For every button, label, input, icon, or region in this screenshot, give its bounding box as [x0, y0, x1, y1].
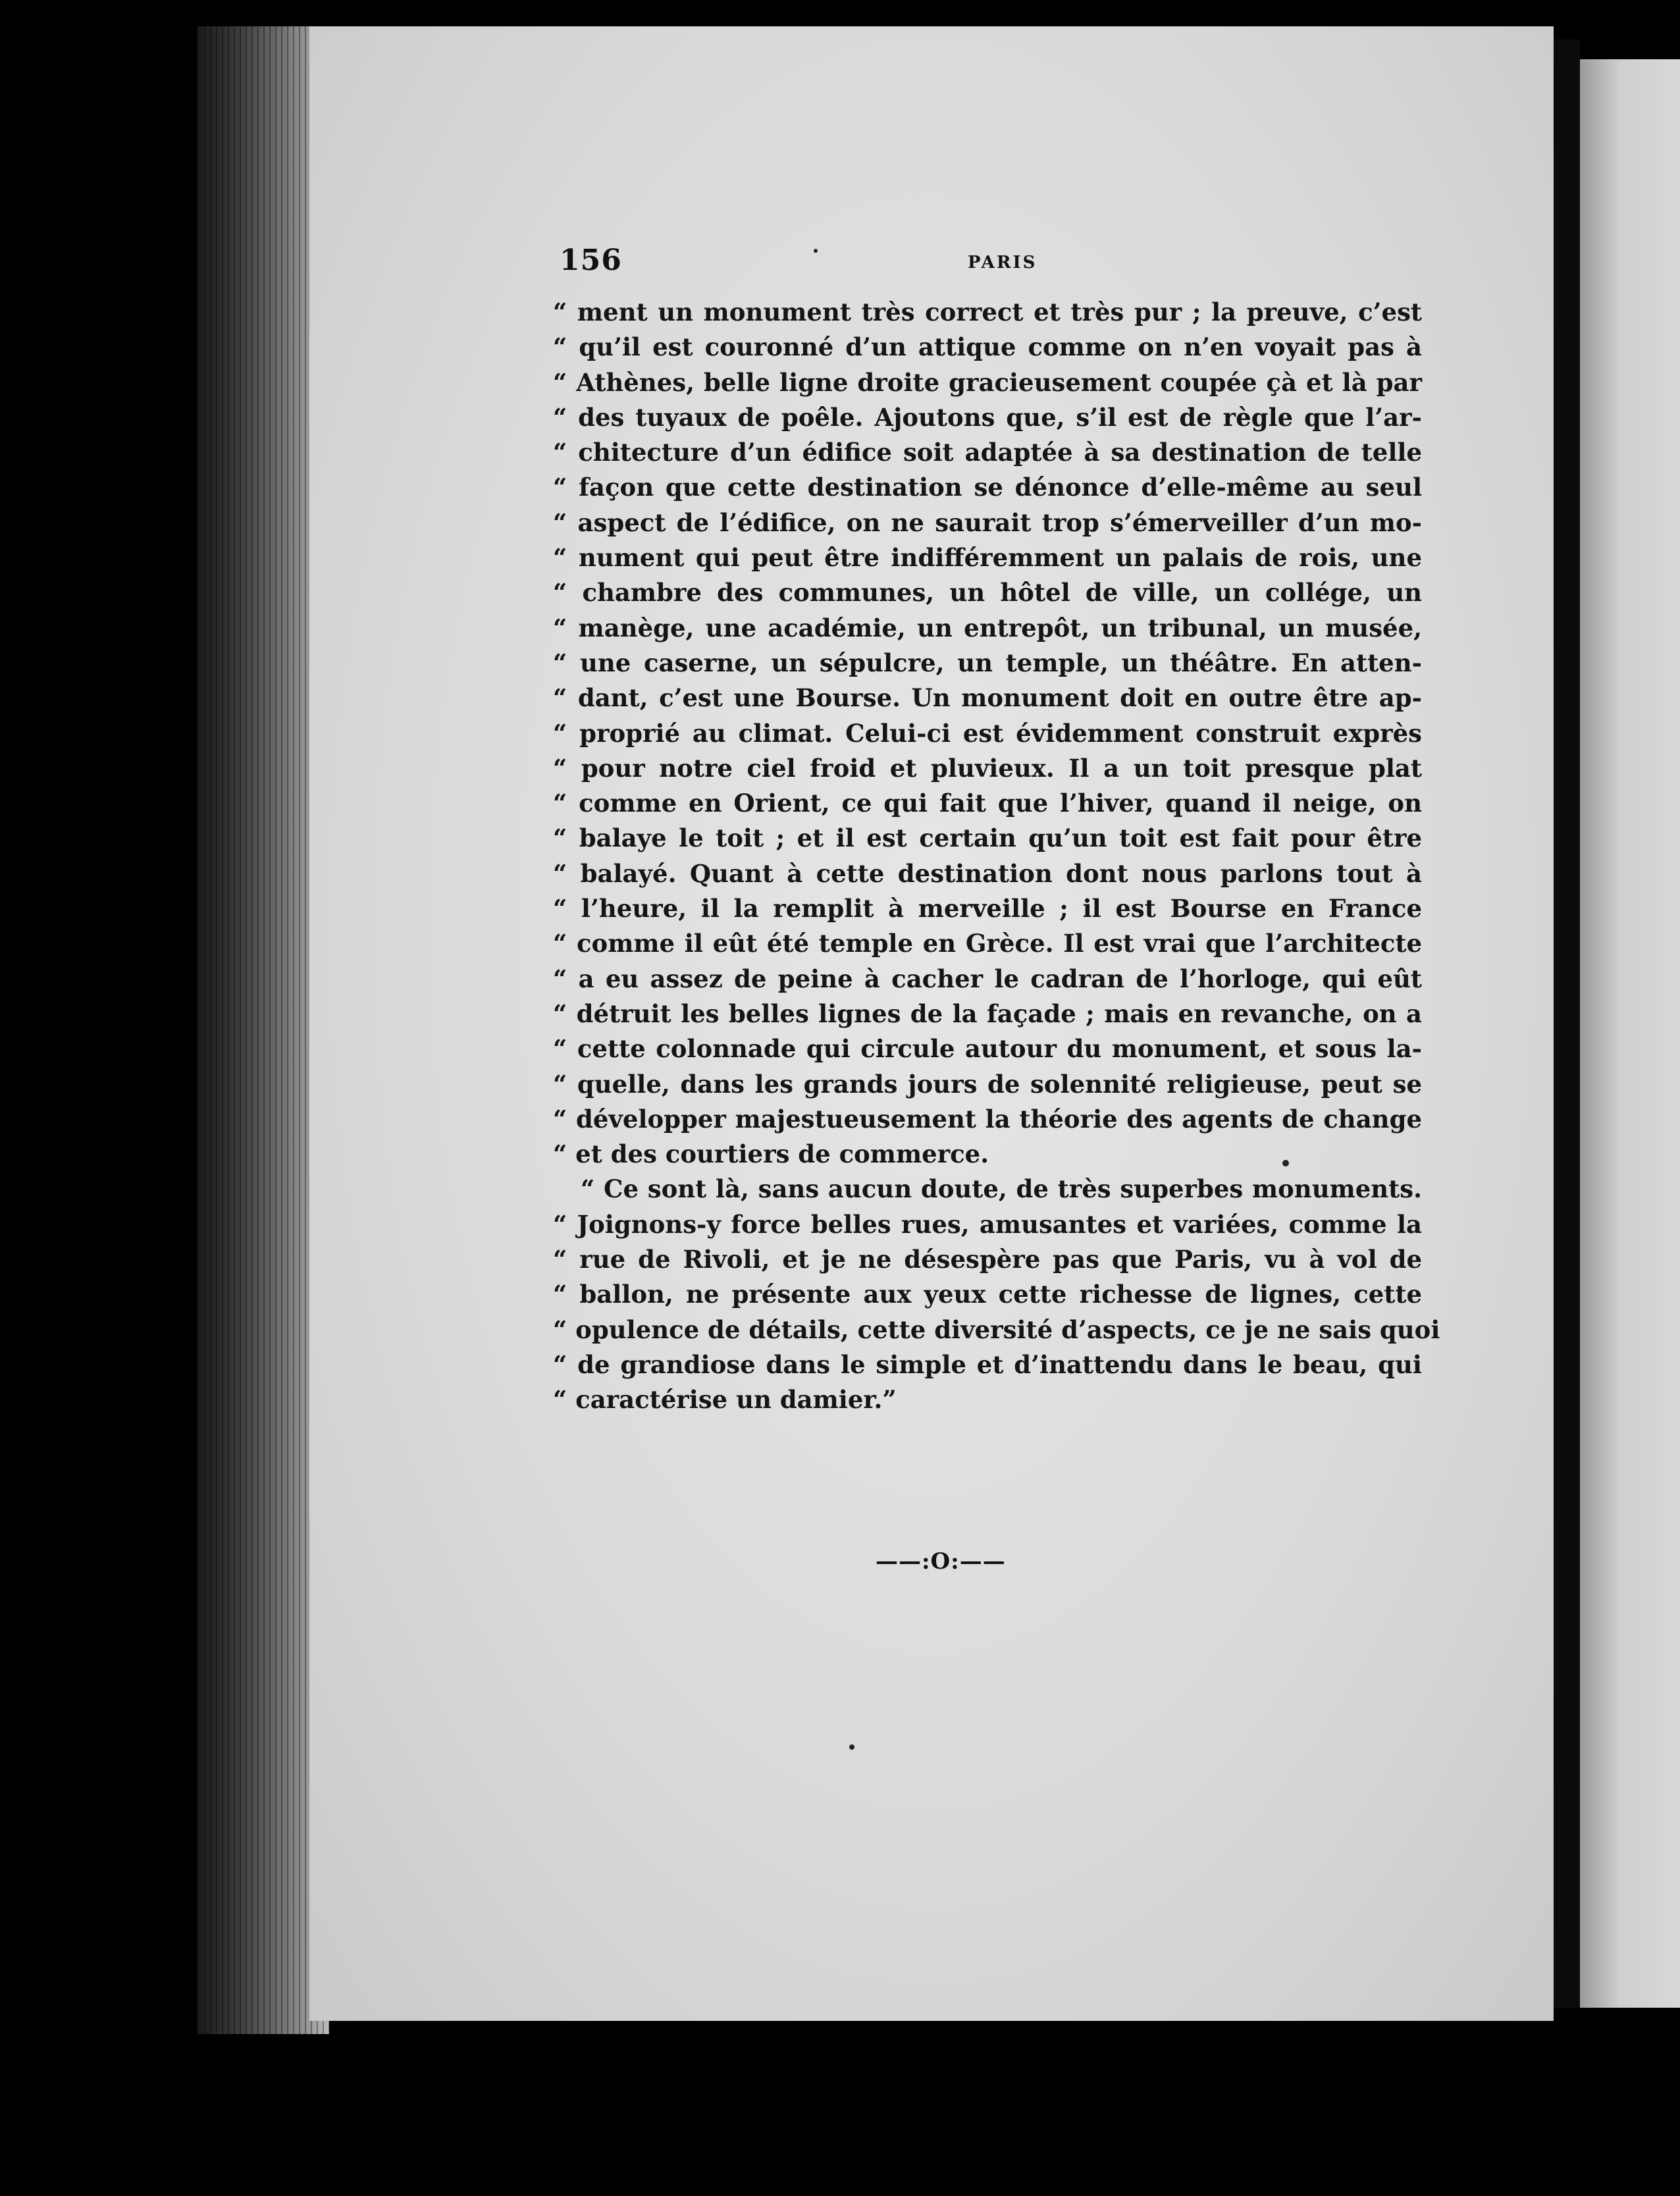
body-text	[553, 295, 1440, 1418]
text-line: “ comme en Orient, ce qui fait que l’hiver, quand il neige, on	[553, 789, 1422, 818]
text-line: “ balayé. Quant à cette destination dont nous parlons tout à	[553, 858, 1422, 888]
text-line: “ de grandiose dans le simple et d’inattendu dans le beau, qui	[553, 1349, 1422, 1379]
text-line: “ balaye le toit ; et il est certain qu’un toit est fait pour être	[553, 824, 1422, 853]
text-line: “ quelle, dans les grands jours de solennité religieuse, peut se	[553, 1069, 1422, 1099]
text-line: “ manège, une académie, un entrepôt, un tribunal, un musée,	[553, 613, 1422, 642]
text-line: “ ment un monument très correct et très pur ; la preuve, c’est	[553, 298, 1422, 327]
text-line: “ rue de Rivoli, et je ne désespère pas que Paris, vu à vol de	[553, 1245, 1422, 1274]
ink-speck	[849, 1744, 854, 1750]
text-line: “ aspect de l’édifice, on ne saurait trop s’émerveiller d’un mo-	[553, 508, 1422, 537]
text-line: “ développer majestueusement la théorie des agents de change	[553, 1104, 1422, 1134]
ink-speck	[814, 249, 818, 253]
text-line: “ Joignons-y force belles rues, amusantes et variées, comme la	[553, 1209, 1422, 1239]
text-line: “ ballon, ne présente aux yeux cette richesse de lignes, cette	[553, 1280, 1422, 1309]
text-line: “ chambre des communes, un hôtel de ville, un collége, un	[553, 578, 1422, 608]
page-number: 156	[560, 244, 622, 277]
text-line: “ et des courtiers de commerce.	[553, 1139, 989, 1169]
text-line: “ façon que cette destination se dénonce d’elle-même au seul	[553, 473, 1422, 502]
section-end-ornament: ——:O:——	[876, 1548, 1006, 1575]
text-line: “ proprié au climat. Celui-ci est évidemment construit exprès	[553, 718, 1422, 748]
text-line: “ une caserne, un sépulcre, un temple, un théâtre. En atten-	[553, 648, 1422, 677]
text-line: “ chitecture d’un édifice soit adaptée à sa destination de telle	[553, 438, 1422, 467]
facing-page	[1580, 59, 1680, 2008]
ink-speck	[1282, 1160, 1289, 1166]
running-head: PARIS	[968, 253, 1037, 273]
text-line: “ qu’il est couronné d’un attique comme on n’en voyait pas à	[553, 332, 1422, 362]
text-line: “ comme il eût été temple en Grèce. Il est vrai que l’architecte	[553, 929, 1422, 958]
text-line: “ Athènes, belle ligne droite gracieusement coupée çà et là par	[553, 367, 1422, 397]
text-line: “ l’heure, il la remplit à merveille ; il est Bourse en France	[553, 894, 1422, 924]
text-line: “ opulence de détails, cette diversité d’aspects, ce je ne sais quoi	[553, 1315, 1440, 1344]
text-line: “ Ce sont là, sans aucun doute, de très superbes monuments.	[581, 1174, 1422, 1204]
text-line: “ détruit les belles lignes de la façade ; mais en revanche, on a	[553, 999, 1422, 1028]
facing-page-edge	[1554, 39, 1580, 2008]
text-line: “ cette colonnade qui circule autour du monument, et sous la-	[553, 1034, 1422, 1064]
text-line: “ caractérise un damier.”	[553, 1385, 897, 1415]
text-line: “ a eu assez de peine à cacher le cadran de l’horloge, qui eût	[553, 964, 1422, 993]
text-line: “ dant, c’est une Bourse. Un monument doit en outre être ap-	[553, 683, 1422, 713]
text-line: “ pour notre ciel froid et pluvieux. Il a un toit presque plat	[553, 753, 1422, 783]
page-header	[560, 244, 1409, 283]
text-line: “ nument qui peut être indifféremment un palais de rois, une	[553, 543, 1422, 573]
text-line: “ des tuyaux de poêle. Ajoutons que, s’il est de règle que l’ar-	[553, 402, 1422, 432]
